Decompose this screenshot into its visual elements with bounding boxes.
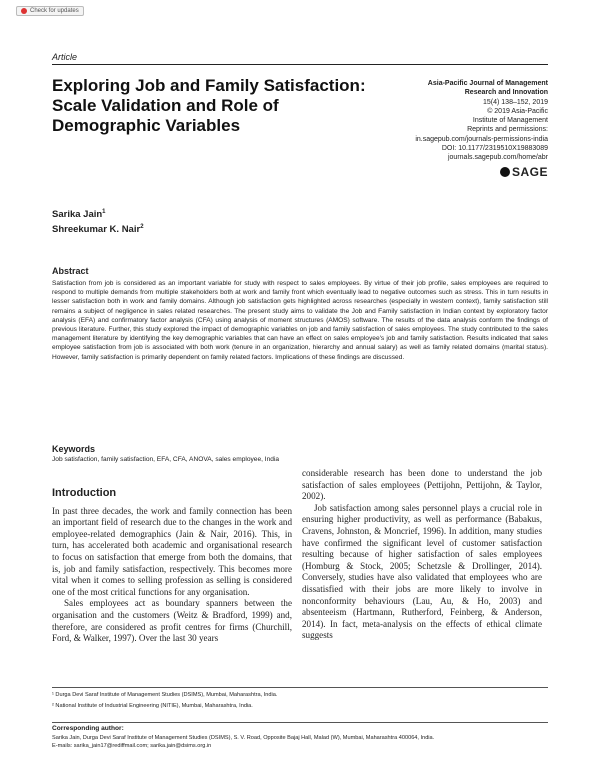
journal-info xyxy=(348,79,548,163)
journal-line[interactable]: in.sagepub.com/journals-permissions-india xyxy=(415,135,548,143)
journal-line[interactable]: journals.sagepub.com/home/abr xyxy=(447,154,548,162)
body-column-left xyxy=(52,488,292,645)
badge-label: Check for updates xyxy=(30,8,79,14)
update-icon xyxy=(21,8,27,14)
corresponding-details xyxy=(52,734,434,750)
abstract-text: Satisfaction from job is considered as an important variable for study with respect to sales employees. By virtue of their job profile, sales employees are required to respond to multiple demands from multiple stakeholders both at work and family front which eventually lead to negative outcomes such as stress. This in turn results in lesser satisfaction both in work and family domains. Although job satisfaction gets highlighted across researches (especially in western context), family satisfaction still remains a subject of negligence in sales related researches. The present study aims to validate the Job and Family satisfaction in Indian context by exploratory factor analysis (EFA) and confirmatory factor analysis (CFA) using analysis of moment structures (AMOS) software. The results of the data analysis conform the findings of previous literature. Further, this study explored the impact of demographic variables on job and family satisfaction of sales employees. The study contributed to the sales management literature by identifying the key demographic variables that can have an effect on sales employee's job and family satisfaction. Results indicated that sales employee satisfaction from job is associated with both work (tenure in an organization, hierarchy and annual salary) as well as family related domains (marital status). However, family satisfaction is primarily dependent on family related factors. Implications of these findings are discussed. xyxy=(52,280,548,361)
paragraph: Sales employees act as boundary spanners between the organisation and the customers (Weitz & Bradford, 1999) and, therefore, are considered as profit centres for firms (Churchill, Ford, & Walker, 1997). Over the last 30 years xyxy=(52,598,292,644)
journal-line[interactable]: DOI: 10.1177/2319510X19883089 xyxy=(441,145,548,153)
journal-line: 15(4) 138–152, 2019 xyxy=(483,98,548,106)
paragraph: In past three decades, the work and family connection has been an important field of research due to the changes in the work and employee-related demographics (Jain & Nair, 2016). This, in turn, has accelerated both academic and organisational research to focus on satisfaction that emerge from both the domains, that is, job and family satisfaction, respectively. This becomes more vital when it comes to selling profession as selling is considered one of the most critical functions for any organisation. xyxy=(52,505,292,597)
corresponding-address: Sarika Jain, Durga Devi Saraf Institute of Management Studies (DSIMS), S. V. Road, Opposite Bajaj Hall, Malad (W), Mumbai, Maharashtra 400064, India. xyxy=(52,735,435,741)
corresponding-email[interactable]: E-mails: sarika_jain17@rediffmail.com; sarika.jain@dsims.org.in xyxy=(52,743,212,749)
check-for-updates-badge[interactable] xyxy=(16,6,84,16)
publisher-name: SAGE xyxy=(511,165,548,179)
corresponding-divider xyxy=(52,722,548,723)
corresponding-heading: Corresponding author: xyxy=(52,725,124,732)
journal-line: Research and Innovation xyxy=(464,89,548,97)
body-column-right xyxy=(302,468,542,642)
footnote-divider xyxy=(52,687,548,688)
sage-logo-icon xyxy=(500,167,510,177)
author-list xyxy=(52,206,144,236)
journal-line: Reprints and permissions: xyxy=(467,126,548,134)
journal-line: © 2019 Asia-Pacific xyxy=(487,107,548,115)
journal-line: Asia-Pacific Journal of Management xyxy=(427,80,548,87)
footnote: ² National Institute of Industrial Engineering (NITIE), Mumbai, Maharashtra, India. xyxy=(52,703,253,709)
author: Shreekumar K. Nair$^2$ xyxy=(52,224,144,236)
publisher-logo xyxy=(500,165,548,179)
section-heading: Introduction xyxy=(52,487,117,499)
footnote: ¹ Durga Devi Saraf Institute of Management Studies (DSIMS), Mumbai, Maharashtra, India. xyxy=(52,692,278,698)
author: Sarika Jain$^1$ xyxy=(52,209,106,221)
keywords-text: Job satisfaction, family satisfaction, EFA, CFA, ANOVA, sales employee, India xyxy=(52,456,280,463)
paper-title: Exploring Job and Family Satisfaction: Scale Validation and Role of Demographic Variables xyxy=(52,76,366,135)
article-type-label: Article xyxy=(52,52,78,62)
paragraph: Job satisfaction among sales personnel plays a crucial role in ensuring higher productivity, as well as performance (Babakus, Cravens, Johnston, & Moncrief, 1996). In addition, many studies have confirmed the significant level of customer satisfaction resulting because of higher satisfaction of sales employees (Homburg & Stock, 2005; Schetzsle & Drollinger, 2014). Conversely, studies have also validated that employees who are dissatisfied with their jobs are more likely to involve in nonconformity behaviours (Lau, Au, & Ho, 2003) and absenteeism (Hartmann, Rutherford, Feinberg, & Anderson, 2014). In fact, meta-analysis on the effects of ethical climate suggests xyxy=(302,502,542,641)
journal-line: Institute of Management xyxy=(472,117,548,125)
paragraph: considerable research has been done to understand the job satisfaction of sales employees (Pettijohn, Pettijohn, & Taylor, 2002). xyxy=(302,468,542,502)
keywords-heading: Keywords xyxy=(52,444,96,454)
header-divider xyxy=(52,64,548,65)
abstract-heading: Abstract xyxy=(52,266,89,276)
